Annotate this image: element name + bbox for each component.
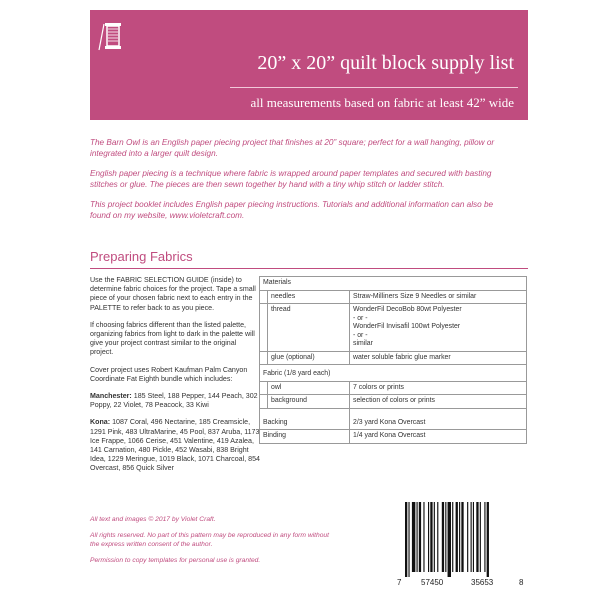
barcode-bar: [405, 502, 407, 577]
glue-label: glue (optional): [268, 351, 350, 365]
manchester-list: [90, 392, 260, 410]
intro-paragraph: English paper piecing is a technique where fabric is wrapped around paper templates and secured with basting stitches or glue. The pieces are then sewn together by hand with a tiny whip stitch or ladder stitch.: [90, 169, 492, 189]
thread-value: [350, 304, 527, 352]
barcode-bar: [428, 502, 429, 572]
copyright-text: All text and images © 2017 by Violet Craft.: [90, 516, 216, 523]
barcode-bar: [430, 502, 432, 572]
barcode-bar: [417, 502, 418, 572]
barcode-bar: [434, 502, 435, 572]
barcode-bar: [412, 502, 415, 572]
materials-header: Materials: [260, 277, 527, 291]
table-row: [260, 290, 527, 304]
backing-label: Backing: [260, 408, 350, 430]
barcode-bar: [461, 502, 463, 572]
indent-cell: [260, 395, 268, 409]
barcode-bar: [452, 502, 453, 572]
owl-label: owl: [268, 381, 350, 395]
barcode-bar: [480, 502, 481, 572]
background-label: background: [268, 395, 350, 409]
barcode-bar: [419, 502, 421, 572]
barcode-bar: [448, 502, 451, 577]
barcode-bar: [484, 502, 485, 572]
footer: [90, 515, 340, 572]
section-title: Preparing Fabrics: [90, 249, 193, 264]
barcode-bar: [408, 502, 409, 577]
thread-option: WonderFil Invisafil 100wt Polyester: [353, 323, 461, 330]
kona-list: [90, 418, 260, 473]
kona-label: Kona:: [90, 418, 111, 427]
table-row: [260, 408, 527, 430]
section-divider: [90, 268, 528, 269]
barcode-digits: 57450: [421, 578, 444, 587]
barcode-bar: [459, 502, 460, 572]
indent-cell: [260, 351, 268, 365]
thread-option: WonderFil DecoBob 80wt Polyester: [353, 306, 462, 313]
indent-cell: [260, 290, 268, 304]
header-band: [90, 10, 528, 120]
thread-option: similar: [353, 340, 373, 347]
barcode-bar: [487, 502, 489, 577]
barcode-digit: 8: [519, 578, 524, 587]
barcode-bar: [456, 502, 458, 572]
barcode-bar: [473, 502, 474, 572]
or-separator: - or -: [353, 314, 368, 322]
table-row: [260, 304, 527, 352]
indent-cell: [260, 381, 268, 395]
title-divider: [230, 87, 518, 88]
owl-value: 7 colors or prints: [350, 381, 527, 395]
manchester-colors: 185 Steel, 188 Pepper, 144 Peach, 302 Poppy, 22 Violet, 78 Peacock, 33 Kiwi: [90, 392, 258, 410]
or-separator: - or -: [353, 331, 368, 339]
permission-text: Permission to copy templates for personal use is granted.: [90, 557, 261, 564]
backing-value: 2/3 yard Kona Overcast: [350, 408, 527, 430]
barcode-bar: [445, 502, 446, 572]
barcode-bar: [442, 502, 444, 572]
barcode-bar: [467, 502, 468, 572]
barcode-bar: [476, 502, 478, 572]
fabric-header: Fabric (1/8 yard each): [260, 365, 527, 382]
manchester-label: Manchester:: [90, 392, 132, 401]
table-row: [260, 430, 527, 444]
indent-cell: [260, 304, 268, 352]
fabric-instructions: [90, 276, 260, 482]
table-row: [260, 395, 527, 409]
barcode-digit: 7: [397, 578, 402, 587]
background-value: selection of colors or prints: [350, 395, 527, 409]
barcode-bars: [405, 502, 517, 577]
intro-text: [90, 137, 515, 230]
binding-value: 1/4 yard Kona Overcast: [350, 430, 527, 444]
glue-value: water soluble fabric glue marker: [350, 351, 527, 365]
kona-colors: 1087 Coral, 496 Nectarine, 185 Creamsicle, 1291 Pink, 483 UltraMarine, 45 Pool, 837 Aruba, 1173 Ice Frappe, 1066 Cerise, 451 Valentine, 419 Azalea, 141 Carnation, 480 Pickle, 452 Wasabi, 838 Bright Idea, 1229 Meringue, 1019 Black, 1071 Charcoal, 854 Overcast, 856 Quick Silver: [90, 418, 260, 473]
needles-label: needles: [268, 290, 350, 304]
barcode-bar: [423, 502, 424, 572]
instruction-paragraph: Cover project uses Robert Kaufman Palm Canyon Coordinate Fat Eighth bundle which includes:: [90, 365, 248, 383]
table-row: [260, 365, 527, 382]
instruction-paragraph: Use the FABRIC SELECTION GUIDE (inside) to determine fabric choices for the project. Tape a small piece of your chosen fabric next to each entry in the PALETTE to refer back to as you piece.: [90, 276, 256, 312]
instruction-paragraph: If choosing fabrics different than the listed palette, organizing fabrics from light to dark in the palette will give your project contrast similar to the original project.: [90, 320, 255, 357]
thread-label: thread: [268, 304, 350, 352]
barcode: [395, 500, 527, 595]
table-row: [260, 351, 527, 365]
page-subtitle: all measurements based on fabric at least 42” wide: [250, 95, 514, 110]
needles-value: Straw-Milliners Size 9 Needles or similar: [350, 290, 527, 304]
table-row: [260, 277, 527, 291]
rights-text: All rights reserved. No part of this pattern may be reproduced in any form without the express written consent of the author.: [90, 532, 330, 548]
binding-label: Binding: [260, 430, 350, 444]
barcode-bar: [437, 502, 438, 572]
table-row: [260, 381, 527, 395]
page-title: 20” x 20” quilt block supply list: [257, 52, 514, 74]
intro-paragraph: This project booklet includes English paper piecing instructions. Tutorials and additional information can also be found on my website, www.violetcraft.com.: [90, 200, 494, 220]
thread-spool-icon: [97, 20, 125, 52]
supply-table: [259, 276, 527, 444]
barcode-bar: [471, 502, 472, 572]
intro-paragraph: The Barn Owl is an English paper piecing project that finishes at 20” square; perfect for a wall hanging, pillow or integrated into a larger quilt design.: [90, 138, 495, 158]
barcode-digits: 35653: [471, 578, 494, 587]
